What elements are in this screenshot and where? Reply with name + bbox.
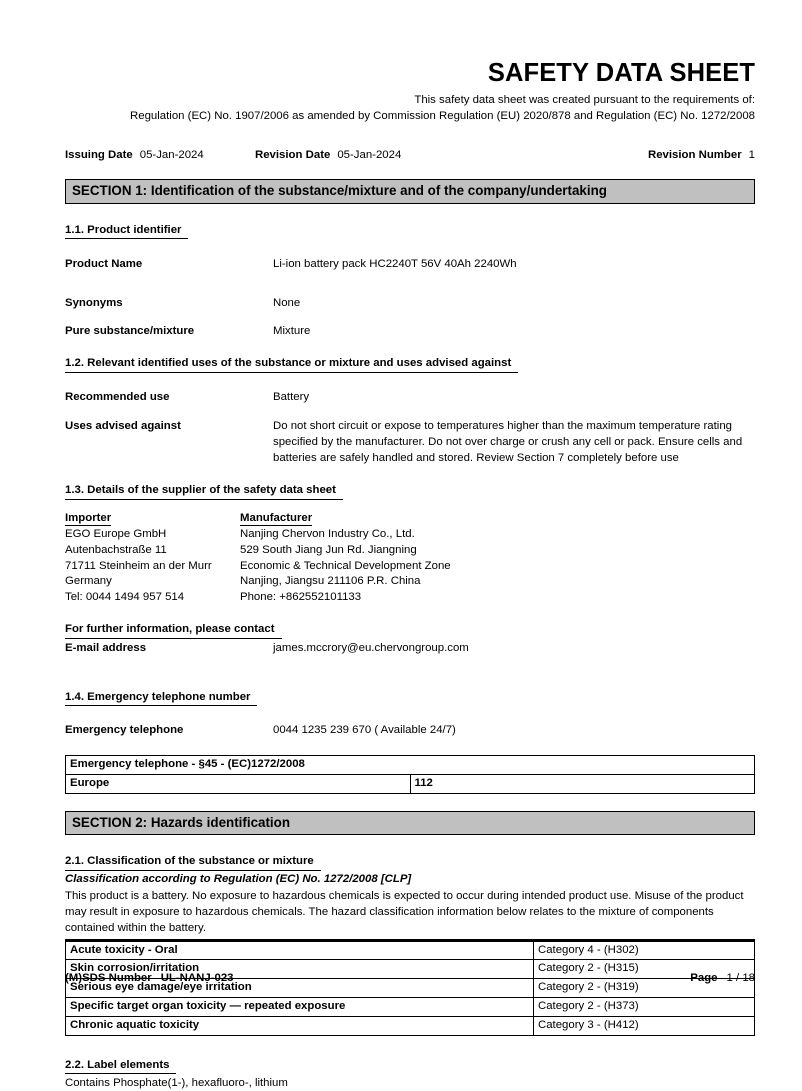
emergency-telephone-value: 0044 1235 239 670 ( Available 24/7) <box>273 724 456 737</box>
subtitle-line-1: This safety data sheet was created pursuant to the requirements of: <box>414 93 755 106</box>
table-row <box>66 756 755 775</box>
subsection-1-4-heading: 1.4. Emergency telephone number <box>65 690 257 706</box>
subsection-1-2-wrap <box>65 353 755 372</box>
supplier-block <box>65 511 755 606</box>
page-footer <box>65 972 755 984</box>
recommended-use-row <box>65 389 755 405</box>
issuing-date-value: 05-Jan-2024 <box>139 149 204 162</box>
email-label: E-mail address <box>65 641 147 654</box>
hazard-classification-table <box>65 941 755 1036</box>
hazard-name-cell: Serious eye damage/eye irritation <box>66 979 534 998</box>
uses-advised-against-value: Do not short circuit or expose to temperatures higher than the maximum temperature rating specified by the manufacturer. Do not over charge or crush any cell or pack. Ensure cells and batteries are safely handled and stored. Review Section 7 completely before use <box>273 419 743 465</box>
table-row <box>66 998 755 1017</box>
product-name-value: Li-ion battery pack HC2240T 56V 40Ah 2240Wh <box>273 257 517 270</box>
page-label: Page <box>690 972 718 984</box>
pure-substance-value: Mixture <box>273 325 311 338</box>
contains-line: Contains Phosphate(1-), hexafluoro-, lithium <box>65 1076 288 1089</box>
section-2-intro-paragraph: This product is a battery. No exposure to hazardous chemicals is expected to occur during intended product use. Misuse of the product may result in exposure to hazardous chemicals. The hazard classification information below relates to the mixture of components contained within the battery. <box>65 890 744 935</box>
subsection-1-4-wrap <box>65 687 755 706</box>
page-value: 1 / 18 <box>726 972 755 984</box>
section-2-heading: SECTION 2: Hazards identification <box>65 811 755 835</box>
emergency-number-cell: 112 <box>410 775 755 794</box>
document-meta-row <box>65 149 755 161</box>
footer-divider <box>65 939 755 941</box>
emergency-table-header: Emergency telephone - §45 - (EC)1272/2008 <box>66 756 755 775</box>
subsection-1-1-heading: 1.1. Product identifier <box>65 223 188 239</box>
table-row <box>66 941 755 960</box>
uses-advised-against-row <box>65 418 755 467</box>
document-title: SAFETY DATA SHEET <box>487 59 755 87</box>
subsection-1-2-heading: 1.2. Relevant identified uses of the substance or mixture and uses advised against <box>65 356 518 372</box>
recommended-use-value: Battery <box>273 390 310 403</box>
page-number-group <box>690 972 755 984</box>
msds-number-group <box>65 972 690 984</box>
pure-substance-row <box>65 323 755 339</box>
hazard-name-cell: Specific target organ toxicity — repeated exposure <box>66 998 534 1017</box>
msds-number-label: (M)SDS Number <box>65 972 152 984</box>
emergency-telephone-table <box>65 755 755 794</box>
synonyms-value: None <box>273 296 301 309</box>
revision-number-label: Revision Number <box>647 149 742 162</box>
uses-advised-against-label: Uses advised against <box>65 419 181 432</box>
subsection-1-3-wrap <box>65 480 755 499</box>
manufacturer-line: Economic & Technical Development Zone <box>240 559 451 572</box>
product-name-row <box>65 256 755 272</box>
email-row <box>65 640 755 656</box>
emergency-telephone-label: Emergency telephone <box>65 724 184 737</box>
synonyms-row <box>65 295 755 311</box>
hazard-name-cell: Chronic aquatic toxicity <box>66 1016 534 1035</box>
hazard-category-cell: Category 4 - (H302) <box>534 941 755 960</box>
revision-number-value: 1 <box>748 149 755 162</box>
importer-block <box>65 511 240 606</box>
hazard-name-cell: Acute toxicity - Oral <box>66 941 534 960</box>
importer-line: EGO Europe GmbH <box>65 528 167 541</box>
manufacturer-line: Phone: +862552101133 <box>240 590 362 603</box>
document-subtitle <box>65 92 755 124</box>
product-name-label: Product Name <box>65 257 143 270</box>
issuing-date-group <box>65 149 255 161</box>
subsection-2-1-wrap <box>65 851 755 870</box>
section-1-heading: SECTION 1: Identification of the substance/mixture and of the company/undertaking <box>65 179 755 203</box>
importer-line: Germany <box>65 575 112 588</box>
emergency-telephone-row <box>65 722 755 738</box>
issuing-date-label: Issuing Date <box>65 149 133 162</box>
hazard-category-cell: Category 2 - (H319) <box>534 979 755 998</box>
further-info-heading: For further information, please contact <box>65 622 282 638</box>
importer-line: Tel: 0044 1494 957 514 <box>65 590 185 603</box>
manufacturer-line: Nanjing, Jiangsu 211106 P.R. China <box>240 575 421 588</box>
revision-number-group <box>648 149 755 161</box>
subtitle-line-2: Regulation (EC) No. 1907/2006 as amended by Commission Regulation (EU) 2020/878 and Regulation (EC) No. 1272/2008 <box>130 109 755 122</box>
synonyms-label: Synonyms <box>65 296 123 309</box>
revision-date-group <box>255 149 648 161</box>
table-row <box>66 1016 755 1035</box>
email-value: james.mccrory@eu.chervongroup.com <box>273 641 469 654</box>
subsection-2-2-heading: 2.2. Label elements <box>65 1058 176 1074</box>
importer-heading: Importer <box>65 512 111 527</box>
page-content <box>65 0 755 1091</box>
hazard-category-cell: Category 3 - (H412) <box>534 1016 755 1035</box>
hazard-category-cell: Category 2 - (H315) <box>534 960 755 979</box>
recommended-use-label: Recommended use <box>65 390 170 403</box>
hazard-category-cell: Category 2 - (H373) <box>534 998 755 1017</box>
manufacturer-block <box>240 511 451 606</box>
importer-line: 71711 Steinheim an der Murr <box>65 559 212 572</box>
revision-date-value: 05-Jan-2024 <box>337 149 402 162</box>
clp-classification-line: Classification according to Regulation (EC) No. 1272/2008 [CLP] <box>65 872 412 885</box>
revision-date-label: Revision Date <box>255 149 331 162</box>
importer-line: Autenbachstraße 11 <box>65 543 167 556</box>
subsection-1-1-wrap <box>65 220 755 239</box>
hazard-name-cell: Skin corrosion/irritation <box>66 960 534 979</box>
subsection-2-1-heading: 2.1. Classification of the substance or mixture <box>65 854 321 870</box>
table-row <box>66 775 755 794</box>
msds-number-value: UL-NANJ-023 <box>160 972 234 984</box>
pure-substance-label: Pure substance/mixture <box>65 325 195 338</box>
manufacturer-line: Nanjing Chervon Industry Co., Ltd. <box>240 528 415 541</box>
further-info-wrap <box>65 619 755 638</box>
emergency-region-cell: Europe <box>66 775 411 794</box>
manufacturer-line: 529 South Jiang Jun Rd. Jiangning <box>240 543 417 556</box>
subsection-2-2-wrap <box>65 1055 755 1074</box>
manufacturer-heading: Manufacturer <box>240 512 312 527</box>
subsection-1-3-heading: 1.3. Details of the supplier of the safety data sheet <box>65 483 343 499</box>
